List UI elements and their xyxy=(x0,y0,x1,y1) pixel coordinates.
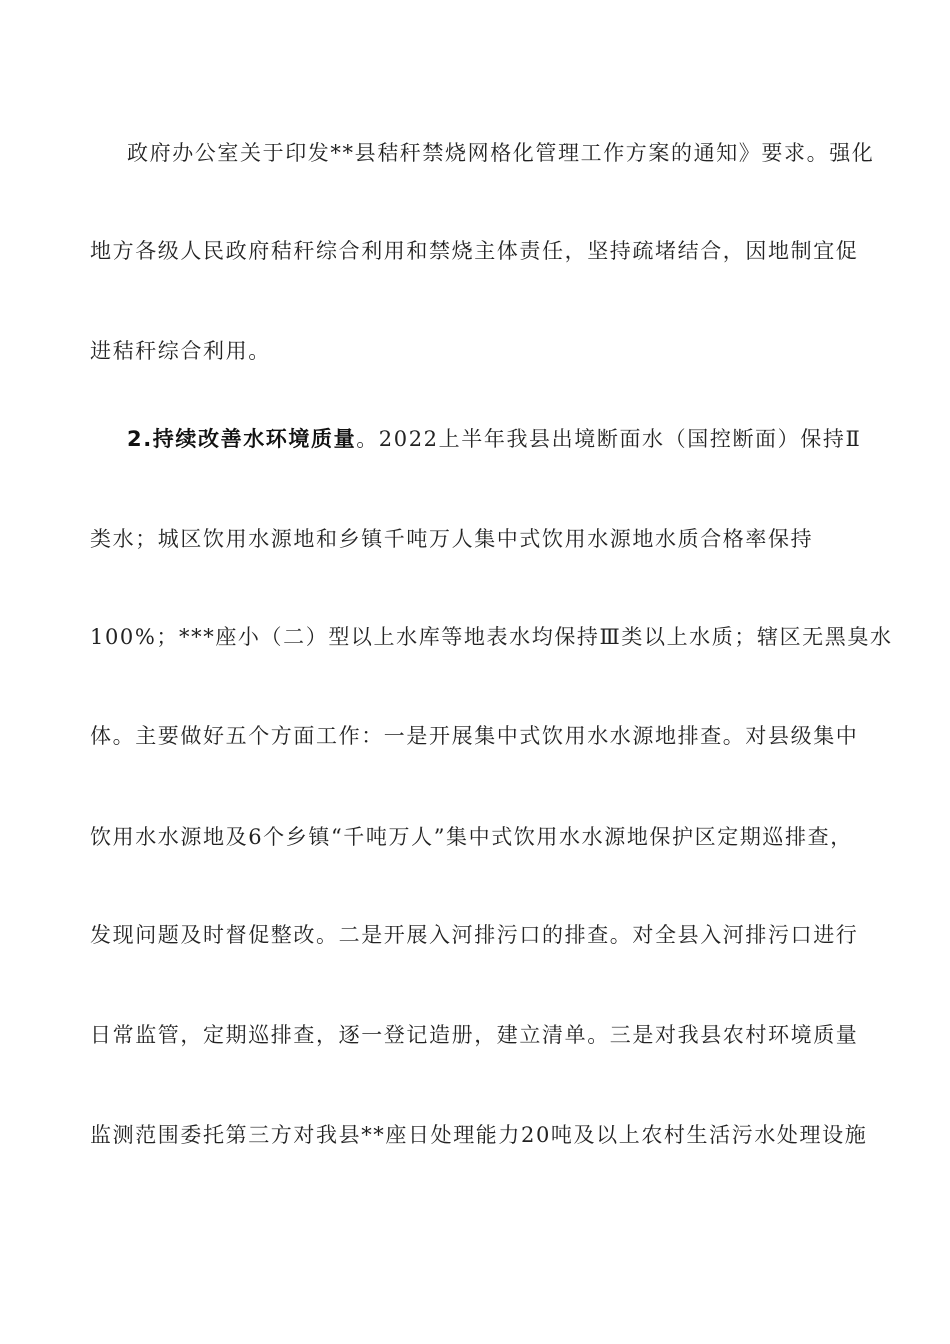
paragraph-2-line-7: 日常监管，定期巡排查，逐一登记造册，建立清单。三是对我县农村环境质量 xyxy=(90,1023,859,1047)
paragraph-2-line-3: 100%；***座小（二）型以上水库等地表水均保持Ⅲ类以上水质；辖区无黑臭水 xyxy=(90,625,893,649)
paragraph-2-line-6: 发现问题及时督促整改。二是开展入河排污口的排查。对全县入河排污口进行 xyxy=(90,923,859,947)
paragraph-2-line-8: 监测范围委托第三方对我县**座日处理能力20吨及以上农村生活污水处理设施 xyxy=(90,1123,868,1147)
paragraph-2-line-4: 体。主要做好五个方面工作：一是开展集中式饮用水水源地排查。对县级集中 xyxy=(90,724,859,748)
paragraph-1-line-2: 地方各级人民政府秸秆综合利用和禁烧主体责任，坚持疏堵结合，因地制宜促 xyxy=(90,239,859,263)
paragraph-2-line-1 xyxy=(127,424,862,454)
paragraph-1-line-1: 政府办公室关于印发**县秸秆禁烧网格化管理工作方案的通知》要求。强化 xyxy=(127,141,875,165)
section-heading: 2.持续改善水环境质量 xyxy=(127,427,357,451)
paragraph-1-line-3: 进秸秆综合利用。 xyxy=(90,339,271,363)
paragraph-2-line-1-text: 。2022上半年我县出境断面水（国控断面）保持Ⅱ xyxy=(356,427,862,451)
paragraph-2-line-2: 类水；城区饮用水源地和乡镇千吨万人集中式饮用水源地水质合格率保持 xyxy=(90,527,814,551)
paragraph-2-line-5: 饮用水水源地及6个乡镇“千吨万人”集中式饮用水水源地保护区定期巡排查， xyxy=(90,825,853,849)
